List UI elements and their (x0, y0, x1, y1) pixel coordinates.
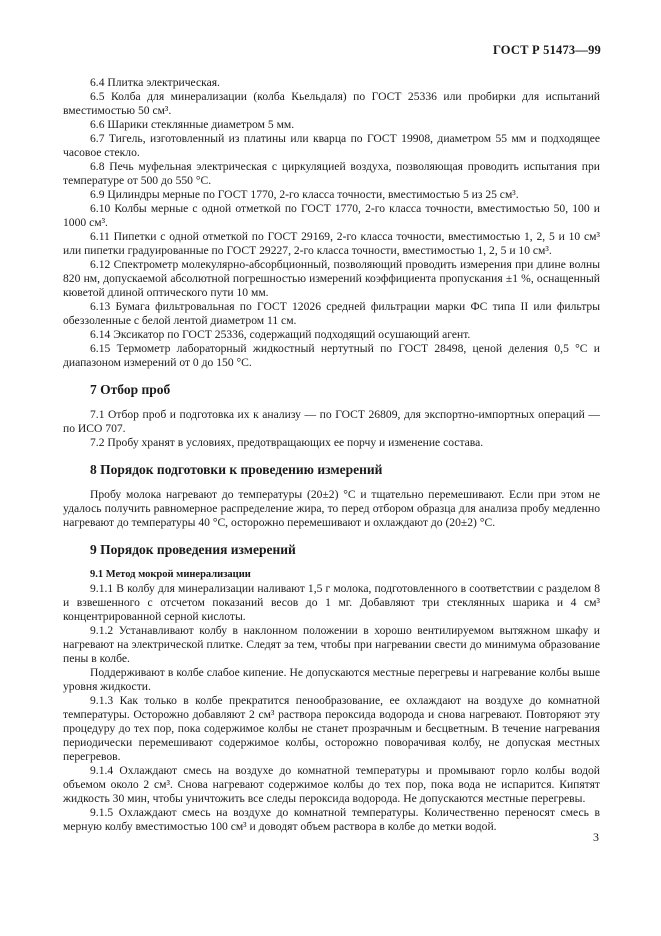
item-7-2: 7.2 Пробу хранят в условиях, предотвращающих ее порчу и изменение состава. (90, 436, 484, 449)
item-9-1-5: 9.1.5 Охлаждают смесь на воздухе до комнатной температуры. Количественно переносят смесь в мерную колбу вместимостью 100 см³ и доводят объем раствора в колбе до метки водой. (63, 806, 600, 833)
item-6-12: 6.12 Спектрометр молекулярно-абсорбционный, позволяющий проводить измерения при длине волны 820 нм, допускаемой абсолютной погрешностью измерений коэффициента пропускания ±1 %, оснащенный кюветой длиной оптического пути 10 мм. (63, 258, 600, 299)
item-6-10: 6.10 Колбы мерные с одной отметкой по ГОСТ 1770, 2-го класса точности, вместимостью 50, 100 и 1000 см³. (63, 202, 600, 229)
section-9-title: 9 Порядок проведения измерений (90, 542, 296, 557)
item-6-13: 6.13 Бумага фильтровальная по ГОСТ 12026 средней фильтрации марки ФС типа II или фильтры обеззоленные с белой лентой диаметром 11 см. (63, 300, 600, 327)
item-6-15: 6.15 Термометр лабораторный жидкостный нертутный по ГОСТ 28498, ценой деления 0,5 °С и диапазоном измерений от 0 до 150 °С. (63, 342, 600, 369)
item-9-1-3: 9.1.3 Как только в колбе прекратится пенообразование, ее охлаждают на воздухе до комнатной температуры. Осторожно добавляют 2 см³ раствора пероксида водорода и снова нагревают. Повторяют эту процедуру до тех пор, пока содержимое колбы не станет прозрачным и бесцветным. В течение нагревания периодически перемешивают содержимое колбы, осторожно поворачивая колбу, не допуская местных перегревов. (63, 694, 600, 763)
item-9-1-4: 9.1.4 Охлаждают смесь на воздухе до комнатной температуры и промывают горло колбы водой объемом около 2 см³. Снова нагревают содержимое колбы до тех пор, пока вода не испарится. Кипятят жидкость 30 мин, чтобы уничтожить все следы пероксида водорода. Не допускаются местные перегревы. (63, 764, 600, 805)
item-6-9: 6.9 Цилиндры мерные по ГОСТ 1770, 2-го класса точности, вместимостью 5 из 25 см³. (90, 188, 519, 201)
item-6-8: 6.8 Печь муфельная электрическая с циркуляцией воздуха, позволяющая проводить испытания при температуре от 500 до 550 °С. (63, 160, 600, 187)
section-7-title: 7 Отбор проб (90, 382, 171, 397)
item-6-14: 6.14 Эксикатор по ГОСТ 25336, содержащий подходящий осушающий агент. (90, 328, 471, 341)
section-8-title: 8 Порядок подготовки к проведению измерений (90, 462, 383, 477)
section-8-paragraph: Пробу молока нагревают до температуры (20±2) °С и тщательно перемешивают. Если при этом не удалось получить равномерное распределение жира, то перед отбором образца для анализа пробу медленно нагревают до температуры 40 °С, осторожно перемешивают и охлаждают до (20±2) °С. (63, 488, 600, 529)
item-6-11: 6.11 Пипетки с одной отметкой по ГОСТ 29169, 2-го класса точности, вместимостью 1, 2, 5 и 10 см³ или пипетки градуированные по ГОСТ 29227, 2-го класса точности, вместимостью 1, 2, 5 и 10 см³. (63, 230, 600, 257)
item-9-1-2: 9.1.2 Устанавливают колбу в наклонном положении в хорошо вентилируемом вытяжном шкафу и нагревают на электрической плитке. Следят за тем, чтобы при нагревании свести до минимума образование пены в колбе. (63, 624, 600, 665)
item-6-4: 6.4 Плитка электрическая. (90, 76, 220, 89)
subsection-9-1-title: 9.1 Метод мокрой минерализации (90, 569, 251, 580)
page-body (63, 76, 600, 834)
document-code: ГОСТ Р 51473—99 (492, 43, 601, 57)
item-6-6: 6.6 Шарики стеклянные диаметром 5 мм. (90, 118, 295, 131)
item-6-5: 6.5 Колба для минерализации (колба Кьельдаля) по ГОСТ 25336 или пробирки для испытаний вместимостью 50 см³. (63, 90, 600, 117)
item-6-7: 6.7 Тигель, изготовленный из платины или кварца по ГОСТ 19908, диаметром 55 мм и подходящее часовое стекло. (63, 132, 600, 159)
page-number: 3 (593, 830, 599, 844)
item-7-1: 7.1 Отбор проб и подготовка их к анализу — по ГОСТ 26809, для экспортно-импортных операций — по ИСО 707. (63, 408, 600, 435)
item-9-1-2-cont: Поддерживают в колбе слабое кипение. Не допускаются местные перегревы и нагревание колбы выше уровня жидкости. (63, 666, 600, 693)
item-9-1-1: 9.1.1 В колбу для минерализации наливают 1,5 г молока, подготовленного в соответствии с разделом 8 и взвешенного с отсчетом показаний весов до 1 мг. Добавляют три стеклянных шарика и 4 см³ концентрированной серной кислоты. (63, 582, 600, 623)
